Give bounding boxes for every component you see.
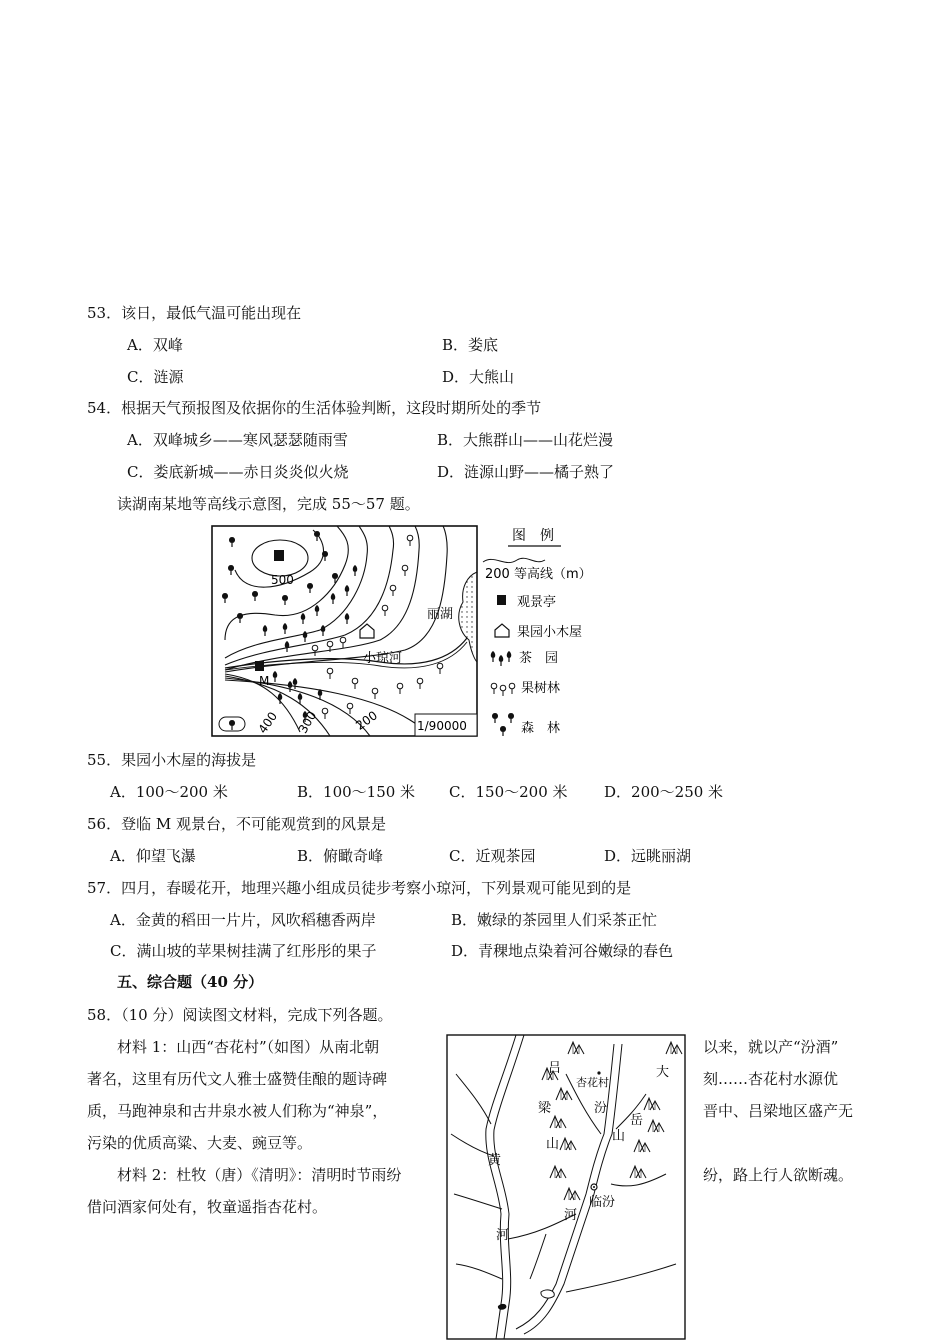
label-da: 大 <box>656 1065 670 1080</box>
q56-stem: 56．登临 M 观景台，不可能观赏到的风景是 <box>87 815 386 833</box>
label-fen: 汾 <box>594 1101 608 1116</box>
contour-400-label: 400 <box>255 709 281 737</box>
q58-m2-left-1: 材料 2：杜牧（唐）《清明》：清明时节雨纷 <box>117 1166 402 1184</box>
label-shan1: 山 <box>546 1137 560 1152</box>
q54-option-a: A．双峰城乡——寒风瑟瑟随雨雪 <box>127 431 348 449</box>
q58-m1-right-1: 以来，就以产“汾酒” <box>703 1038 839 1056</box>
q58-m1-right-3: 晋中、吕梁地区盛产无 <box>703 1102 854 1120</box>
q56-option-b: B．俯瞰奇峰 <box>297 847 384 865</box>
label-xinghuacun: 杏花村 <box>576 1076 609 1089</box>
q55-option-d: D．200～250 米 <box>604 783 724 801</box>
q57-option-a: A．金黄的稻田一片片，风吹稻穗香两岸 <box>110 911 376 929</box>
q57-option-b: B．嫩绿的茶园里人们采茶正忙 <box>451 911 658 929</box>
q55-option-c: C．150～200 米 <box>449 783 568 801</box>
legend-pavilion: 观景亭 <box>517 595 557 610</box>
q54-option-d: D．涟源山野——橘子熟了 <box>437 463 615 481</box>
q57-option-d: D．青稞地点染着河谷嫩绿的春色 <box>451 942 674 960</box>
q57-stem: 57．四月，春暖花开，地理兴趣小组成员徒步考察小琼河，下列景观可能见到的是 <box>87 879 632 897</box>
q58-m2-left-2: 借问酒家何处有，牧童遥指杏花村。 <box>87 1198 328 1216</box>
q56-option-c: C．近观茶园 <box>449 847 536 865</box>
q54-option-c: C．娄底新城——赤日炎炎似火烧 <box>127 463 349 481</box>
contour-200-label: 200 <box>353 708 381 733</box>
intro-55-57: 读湖南某地等高线示意图，完成 55～57 题。 <box>117 495 420 513</box>
q55-option-a: A．100～200 米 <box>110 783 228 801</box>
q58-m1-left-4: 污染的优质高粱、大麦、豌豆等。 <box>87 1134 313 1152</box>
legend <box>483 528 592 736</box>
q58-stem: 58．（10 分）阅读图文材料，完成下列各题。 <box>87 1006 393 1024</box>
contour-500-label: 500 <box>271 573 294 587</box>
q58-m2-right-1: 纷，路上行人欲断魂。 <box>703 1166 854 1184</box>
label-liang: 梁 <box>538 1101 552 1116</box>
q53-option-b: B．娄底 <box>442 336 499 354</box>
q58-m1-right-2: 刻……杏花村水源优 <box>703 1070 839 1088</box>
legend-orchard: 果树林 <box>521 681 561 696</box>
label-linfen: 临汾 <box>589 1195 616 1210</box>
q53-option-c: C．涟源 <box>127 368 184 386</box>
river-label: 小琼河 <box>363 651 403 666</box>
pavilion-icon-m <box>255 661 264 671</box>
q54-stem: 54．根据天气预报图及依据你的生活体验判断，这段时期所处的季节 <box>87 399 542 417</box>
shanxi-map-frame <box>447 1035 685 1339</box>
q54-option-b: B．大熊群山——山花烂漫 <box>437 431 614 449</box>
q53-option-a: A．双峰 <box>127 336 183 354</box>
q55-option-b: B．100～150 米 <box>297 783 416 801</box>
label-huang: 黄 <box>488 1153 502 1168</box>
q57-option-c: C．满山坡的苹果树挂满了红彤彤的果子 <box>110 942 377 960</box>
q58-m1-left-3: 质，马跑神泉和古井泉水被人们称为“神泉”， <box>87 1102 388 1120</box>
contour-300-label: 300 <box>295 708 320 736</box>
label-he1: 河 <box>564 1208 578 1223</box>
contour-map-figure <box>205 520 625 742</box>
shanxi-map-figure <box>446 1034 688 1340</box>
lake-label: 丽湖 <box>427 607 454 622</box>
q58-m1-left-1: 材料 1：山西“杏花村”（如图）从南北朝 <box>117 1038 380 1056</box>
q58-m1-left-2: 著名，这里有历代文人雅士盛赞佳酿的题诗碑 <box>87 1070 388 1088</box>
legend-title: 图 例 <box>512 528 554 544</box>
q53-option-d: D．大熊山 <box>442 368 515 386</box>
label-yue: 岳 <box>630 1113 644 1128</box>
pavilion-icon-top <box>274 550 284 561</box>
label-he2: 河 <box>496 1228 510 1243</box>
label-shan2: 山 <box>612 1129 626 1144</box>
section-heading: 五、综合题（40 分） <box>117 973 264 991</box>
q56-option-a: A．仰望飞瀑 <box>110 847 196 865</box>
legend-tea: 茶 园 <box>519 651 559 666</box>
legend-forest: 森 林 <box>521 721 561 736</box>
legend-cabin: 果园小木屋 <box>517 625 583 640</box>
scale-label: 1/90000 <box>417 719 467 733</box>
q53-stem: 53．该日，最低气温可能出现在 <box>87 304 302 322</box>
m-label: M <box>259 674 270 688</box>
q56-option-d: D．远眺丽湖 <box>604 847 692 865</box>
q55-stem: 55．果园小木屋的海拔是 <box>87 751 257 769</box>
legend-contour: 200 等高线（m） <box>485 567 592 582</box>
label-lv: 吕 <box>548 1061 562 1076</box>
